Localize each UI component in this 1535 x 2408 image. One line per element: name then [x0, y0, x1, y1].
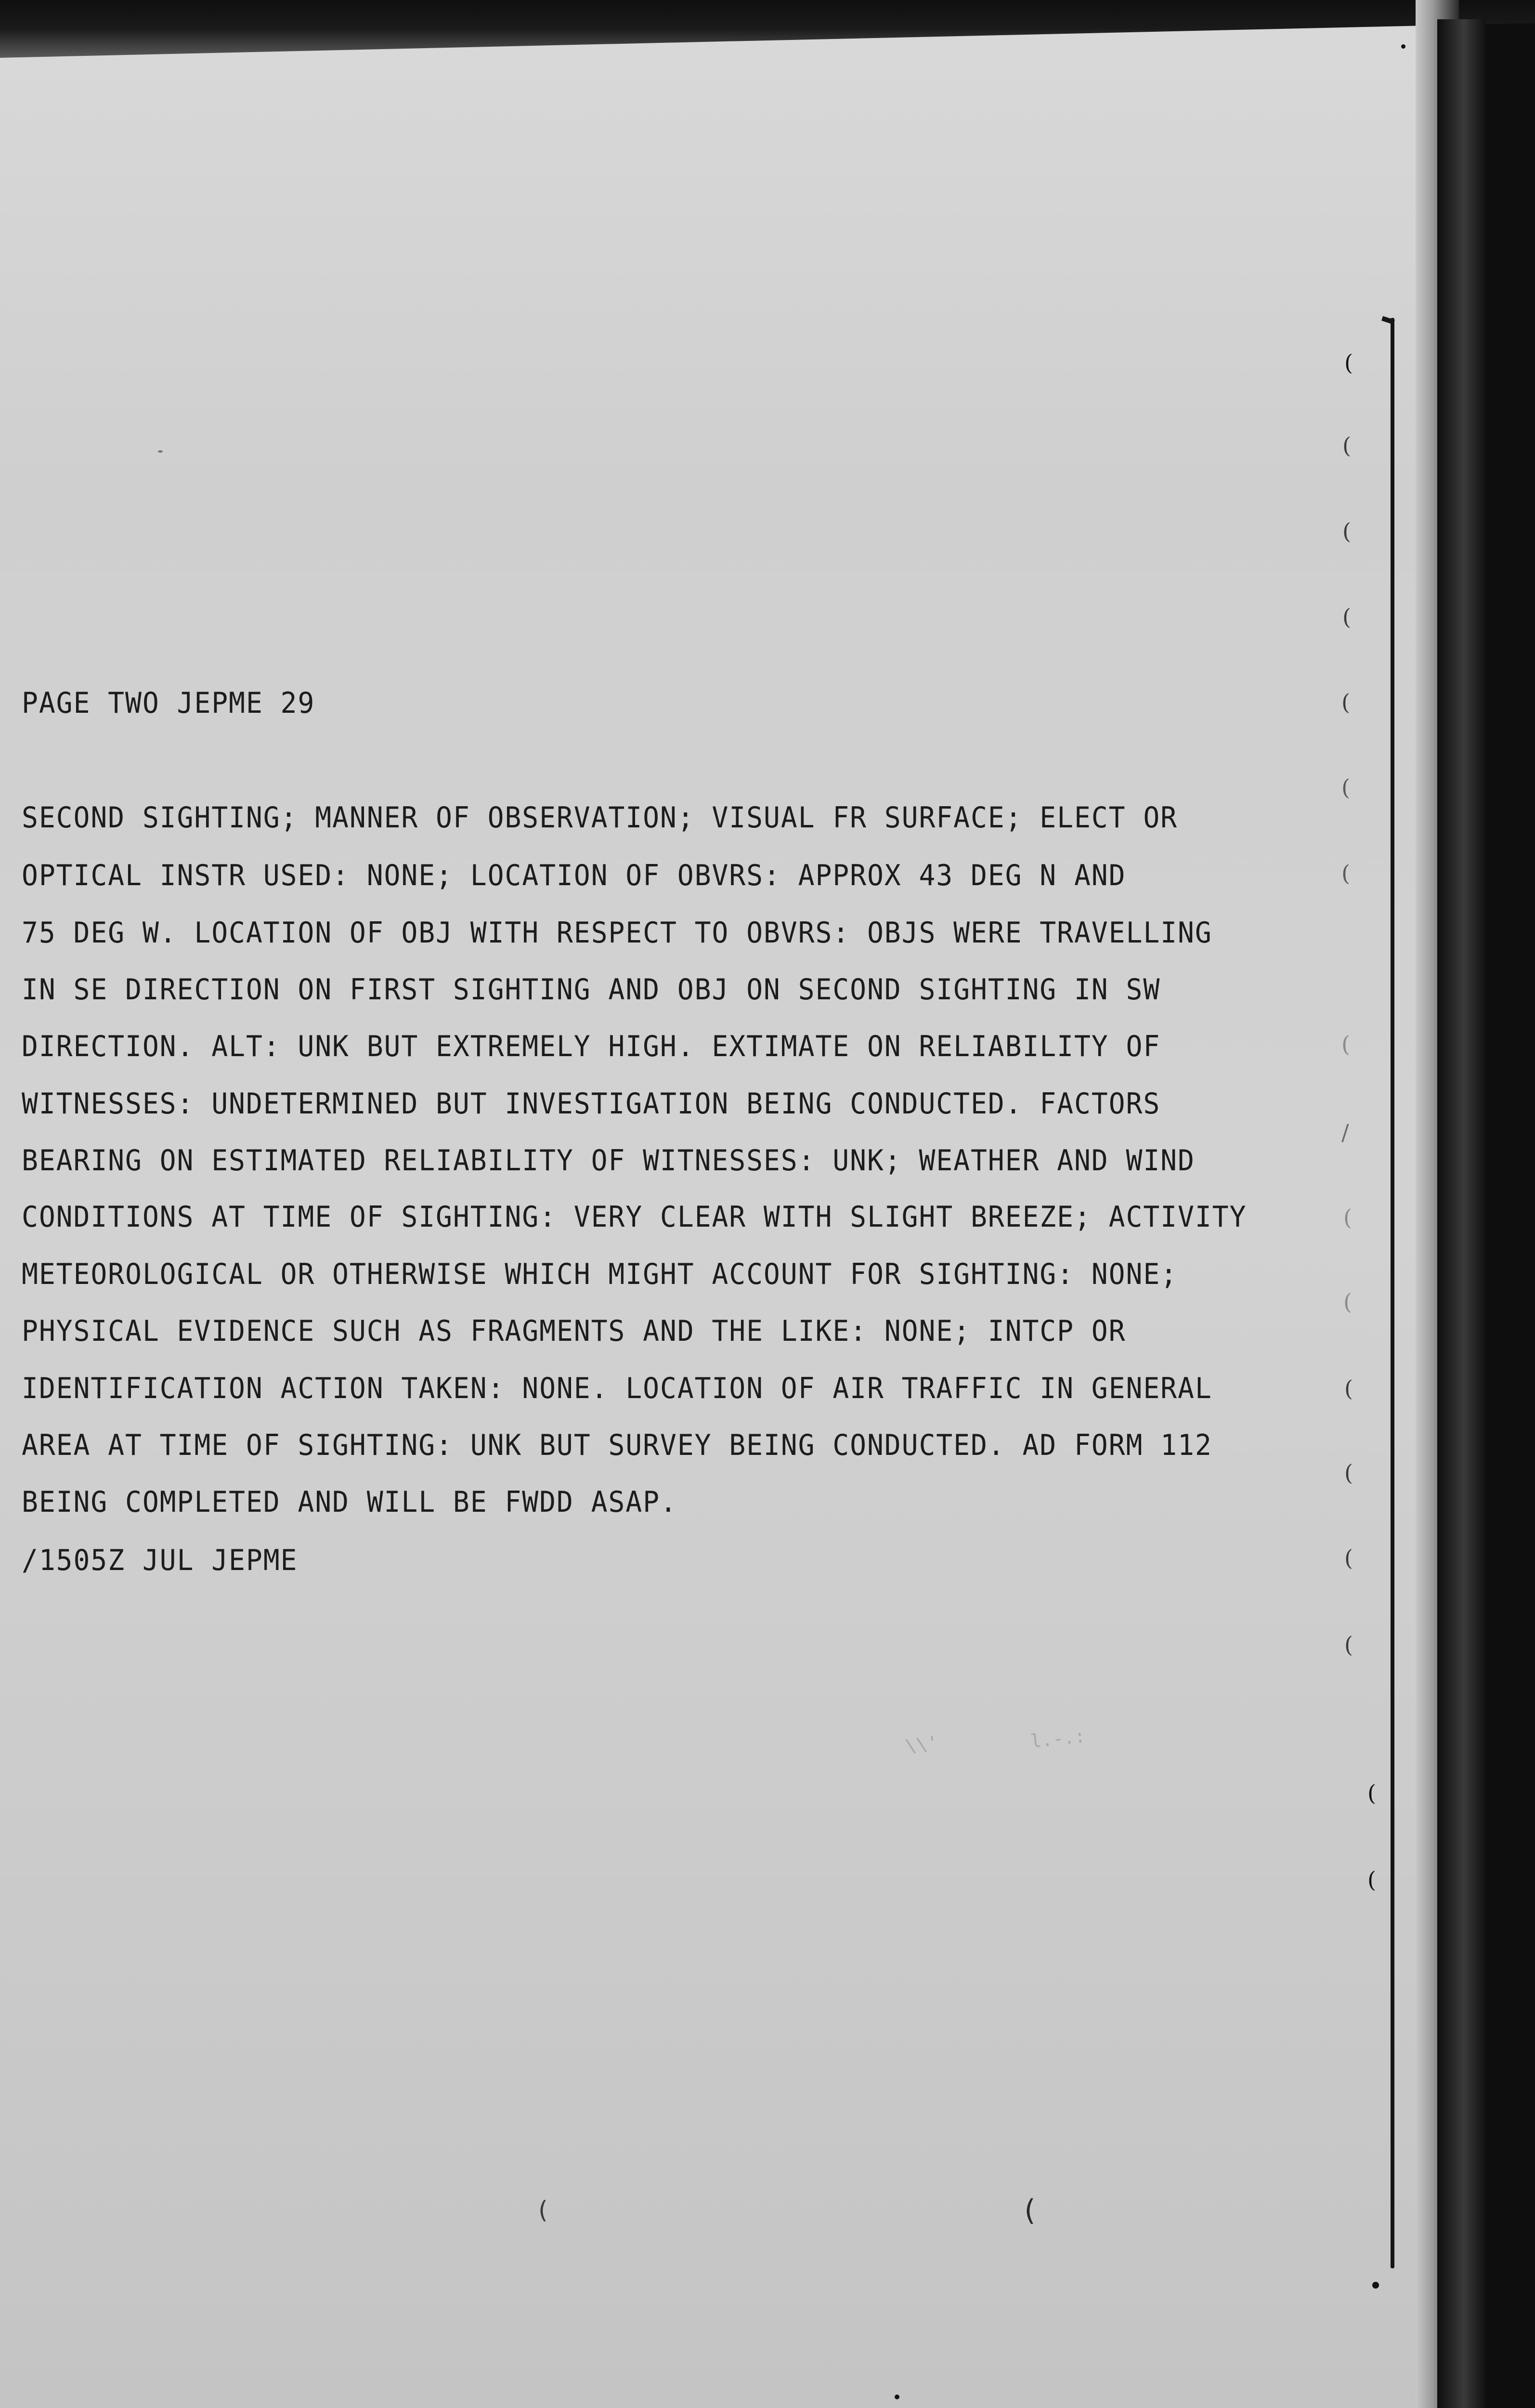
- document-line: 75 DEG W. LOCATION OF OBJ WITH RESPECT TO OBVRS: OBJS WERE TRAVELLING: [22, 916, 1212, 950]
- sprocket-mark: (: [1341, 689, 1350, 715]
- scan-speck: [1401, 44, 1405, 49]
- sprocket-mark: (: [1342, 604, 1351, 630]
- scan-speck: [895, 2395, 899, 2399]
- document-line: OPTICAL INSTR USED: NONE; LOCATION OF OBVRS: APPROX 43 DEG N AND: [22, 859, 1126, 892]
- sprocket-mark: (: [1343, 1204, 1352, 1230]
- document-line: CONDITIONS AT TIME OF SIGHTING: VERY CLEAR WITH SLIGHT BREEZE; ACTIVITY: [22, 1200, 1247, 1234]
- bleed-through-mark: l.-.:: [1029, 1725, 1087, 1752]
- scan-speck: [158, 450, 163, 453]
- document-line: DIRECTION. ALT: UNK BUT EXTREMELY HIGH. EXTIMATE ON RELIABILITY OF: [22, 1030, 1161, 1063]
- adjacent-page-edge: [1437, 19, 1485, 2408]
- sprocket-mark: (: [1367, 1780, 1376, 1806]
- margin-rule: [1391, 318, 1394, 2268]
- sprocket-mark: (: [1341, 774, 1350, 800]
- document-line: WITNESSES: UNDETERMINED BUT INVESTIGATION BEING CONDUCTED. FACTORS: [22, 1087, 1161, 1121]
- sprocket-mark: (: [1344, 1545, 1353, 1571]
- document-line: METEOROLOGICAL OR OTHERWISE WHICH MIGHT ACCOUNT FOR SIGHTING: NONE;: [22, 1257, 1178, 1291]
- scan-speck: [1372, 2282, 1379, 2289]
- document-line: PHYSICAL EVIDENCE SUCH AS FRAGMENTS AND THE LIKE: NONE; INTCP OR: [22, 1314, 1126, 1348]
- sprocket-mark: (: [1341, 1031, 1350, 1057]
- page-header: PAGE TWO JEPME 29: [22, 686, 315, 720]
- document-line: BEING COMPLETED AND WILL BE FWDD ASAP.: [22, 1485, 677, 1519]
- bleed-through-mark: (: [535, 2196, 550, 2224]
- sprocket-mark: (: [1344, 1632, 1353, 1658]
- document-line: IN SE DIRECTION ON FIRST SIGHTING AND OBJ ON SECOND SIGHTING IN SW: [22, 973, 1161, 1007]
- sprocket-mark: /: [1341, 1119, 1349, 1145]
- document-line: AREA AT TIME OF SIGHTING: UNK BUT SURVEY BEING CONDUCTED. AD FORM 112: [22, 1428, 1212, 1462]
- sprocket-mark: (: [1344, 350, 1353, 376]
- document-line: SECOND SIGHTING; MANNER OF OBSERVATION; VISUAL FR SURFACE; ELECT OR: [22, 801, 1178, 835]
- bleed-through-mark: \\': [904, 1731, 940, 1757]
- sprocket-mark: (: [1341, 860, 1350, 886]
- sprocket-mark: (: [1344, 1375, 1353, 1401]
- sprocket-mark: (: [1342, 432, 1351, 458]
- sprocket-mark: (: [1344, 1460, 1353, 1486]
- document-line: BEARING ON ESTIMATED RELIABILITY OF WITNESSES: UNK; WEATHER AND WIND: [22, 1144, 1195, 1178]
- document-line: IDENTIFICATION ACTION TAKEN: NONE. LOCATION OF AIR TRAFFIC IN GENERAL: [22, 1372, 1212, 1405]
- dtg-line: /1505Z JUL JEPME: [22, 1544, 298, 1577]
- sprocket-mark: (: [1342, 518, 1351, 544]
- sprocket-mark: (: [1367, 1867, 1376, 1893]
- bleed-through-mark: (: [1021, 2194, 1039, 2227]
- sprocket-mark: (: [1343, 1289, 1352, 1315]
